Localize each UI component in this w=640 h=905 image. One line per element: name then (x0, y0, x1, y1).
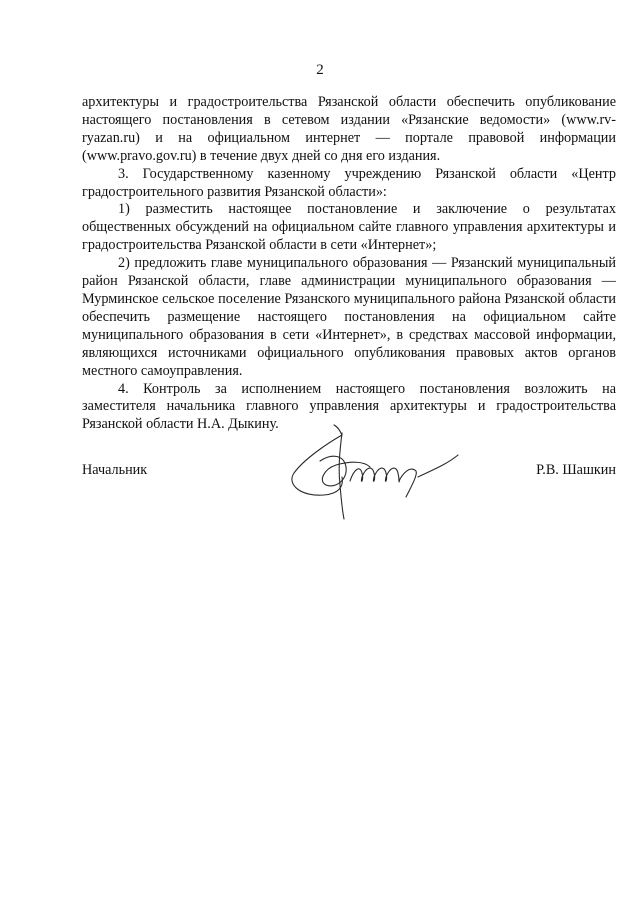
paragraph-item-3: 3. Государственному казенному учреждению Рязанской области «Центр градостроительного развития Рязанской области»: (82, 165, 616, 200)
paragraph-continuation: архитектуры и градостроительства Рязанской области обеспечить опубликование настоящего постановления в сетевом издании «Рязанские ведомости» (www.rv-ryazan.ru) и на официальном интернет — портале правовой информации (www.pravo.gov.ru) в течение двух дней со дня его издания. (82, 94, 616, 164)
signatory-name: Р.В. Шашкин (536, 462, 616, 478)
document-body (82, 94, 616, 434)
paragraph-subitem-1: 1) разместить настоящее постановление и заключение о результатах общественных обсуждений на официальном сайте главного управления архитектуры и градостроительства Рязанской области в сети «Интернет»; (82, 201, 616, 254)
paragraph-item-4: 4. Контроль за исполнением настоящего постановления возложить на заместителя начальника главного управления архитектуры и градостроительства Рязанской области Н.А. Дыкину. (82, 380, 616, 433)
signatory-title: Начальник (82, 462, 148, 478)
page-number: 2 (316, 62, 324, 78)
paragraph-subitem-2: 2) предложить главе муниципального образования — Рязанский муниципальный район Рязанской области, главе администрации муниципального образования — Мурминское сельское поселение Рязанского муниципального района Рязанской области обеспечить размещение настоящего постановления на официальном сайте муниципального образования в сети «Интернет», в средствах массовой информации, являющихся источниками официального опубликования правовых актов органов местного самоуправления. (82, 255, 616, 379)
handwritten-signature (280, 415, 460, 525)
